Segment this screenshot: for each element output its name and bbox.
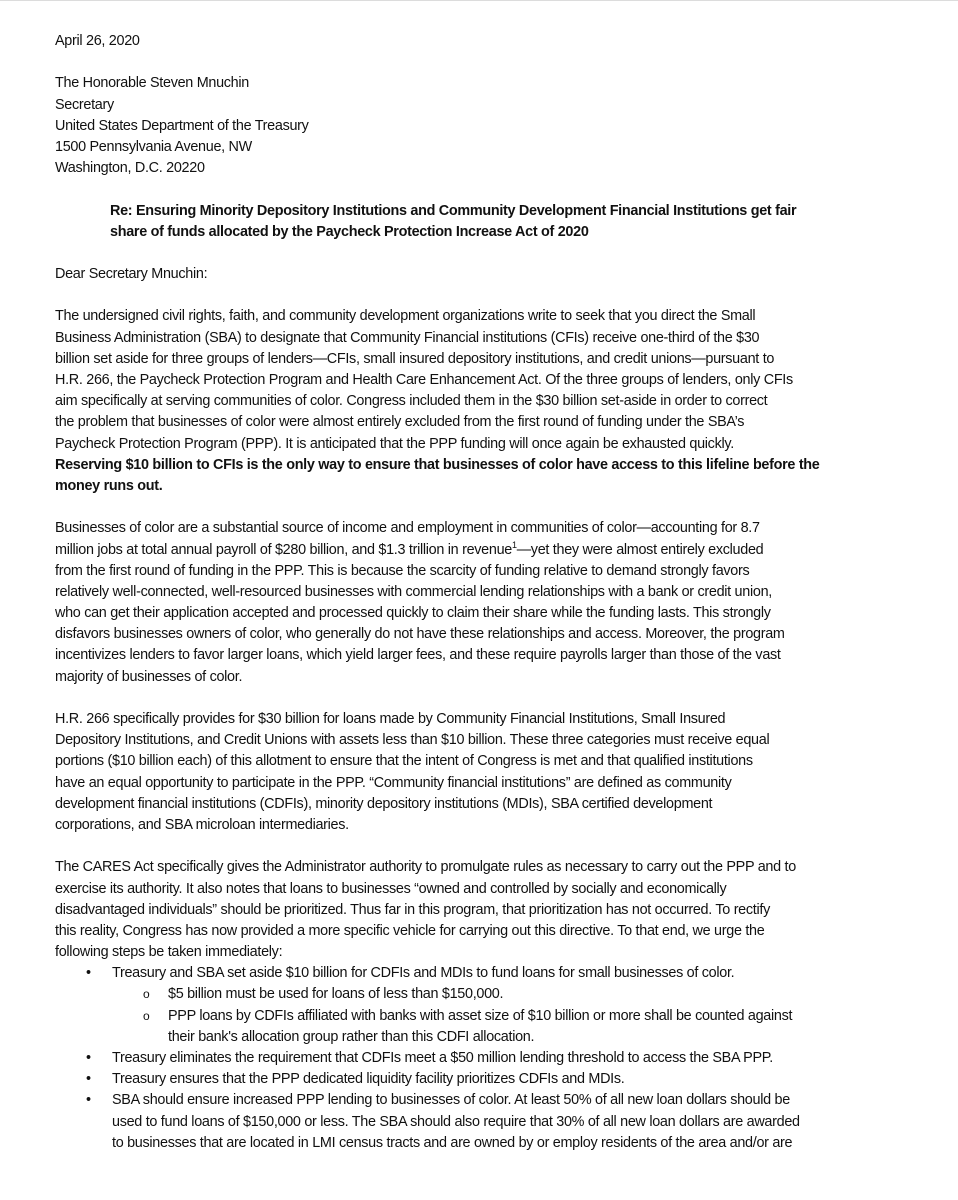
text-line: Secretary	[55, 96, 114, 113]
text-line: billion set aside for three groups of lenders—CFIs, small insured depository institutions, and credit unions—pursuant to	[55, 350, 775, 367]
sub-bullet-item	[55, 984, 935, 1005]
paragraph-4	[55, 857, 935, 963]
paragraph-3	[55, 709, 935, 836]
bullet-text: SBA should ensure increased PPP lending to businesses of color. At least 50% of all new loan dollars should be	[112, 1092, 790, 1109]
recipient-address-block	[55, 73, 935, 179]
bullet-item	[55, 1069, 935, 1090]
bullet-icon: •	[86, 1092, 91, 1109]
recommendations-list	[55, 963, 935, 1154]
subject-line-block	[55, 201, 935, 243]
text-line: disfavors businesses owners of color, who generally do not have these relationships and access. Moreover, the program	[55, 626, 785, 643]
circle-bullet-icon: o	[143, 987, 150, 1002]
text-line: 1500 Pennsylvania Avenue, NW	[55, 138, 252, 155]
text-line: United States Department of the Treasury	[55, 117, 309, 134]
text-line	[55, 1048, 935, 1069]
spacer	[55, 243, 935, 264]
paragraph-1	[55, 306, 935, 497]
footnote-reference[interactable]: 1	[512, 539, 517, 550]
text-line: Reserving $10 billion to CFIs is the only way to ensure that businesses of color have access to this lifeline before the	[55, 456, 820, 473]
text-line: who can get their application accepted and processed quickly to claim their share while the funding lasts. This strongly	[55, 605, 771, 622]
text-line	[55, 1006, 935, 1027]
text-segment: —yet they were almost entirely excluded	[516, 541, 764, 558]
bullet-text: PPP loans by CDFIs affiliated with banks with asset size of $10 billion or more shall be counted against	[168, 1007, 793, 1024]
spacer	[55, 285, 935, 306]
text-line: The CARES Act specifically gives the Administrator authority to promulgate rules as necessary to carry out the PPP and to	[55, 859, 796, 876]
spacer	[55, 52, 935, 73]
spacer	[55, 688, 935, 709]
text-line: relatively well-connected, well-resourced businesses with commercial lending relationships with a bank or credit union,	[55, 583, 772, 600]
bullet-icon: •	[86, 1071, 91, 1088]
circle-bullet-icon: o	[143, 1008, 150, 1023]
bullet-icon: •	[86, 1050, 91, 1066]
letter-body	[55, 31, 935, 1154]
bullet-text: Treasury and SBA set aside $10 billion for CDFIs and MDIs to fund loans for small businesses of color.	[112, 965, 735, 982]
text-line: Business Administration (SBA) to designate that Community Financial institutions (CFIs) receive one-third of the $30	[55, 329, 760, 346]
bullet-icon: •	[86, 965, 91, 982]
text-line	[55, 540, 935, 561]
text-line: Depository Institutions, and Credit Unions with assets less than $10 billion. These three categories must receive equal	[55, 732, 770, 749]
text-line: Re: Ensuring Minority Depository Institutions and Community Development Financial Institutions get fair	[110, 202, 797, 219]
text-line: money runs out.	[55, 477, 163, 494]
salutation: Dear Secretary Mnuchin:	[55, 266, 208, 283]
bullet-text: Treasury eliminates the requirement that CDFIs meet a $50 million lending threshold to access the SBA PPP.	[112, 1050, 773, 1066]
text-line: Businesses of color are a substantial source of income and employment in communities of color—accounting for 8.7	[55, 520, 760, 537]
text-line: disadvantaged individuals” should be prioritized. Thus far in this program, that prioritization has not occurred. To rectify	[55, 901, 770, 918]
spacer	[55, 497, 935, 518]
spacer	[55, 836, 935, 857]
bullet-item	[55, 1048, 935, 1069]
text-line	[55, 1027, 935, 1048]
text-line: The undersigned civil rights, faith, and community development organizations write to seek that you direct the Small	[55, 308, 756, 325]
text-line	[55, 984, 935, 1005]
text-line: Paycheck Protection Program (PPP). It is anticipated that the PPP funding will once again be exhausted quickly.	[55, 435, 734, 452]
bullet-text: to businesses that are located in LMI census tracts and are owned by or employ residents of the area and/or are	[112, 1134, 793, 1151]
text-line: from the first round of funding in the PPP. This is because the scarcity of funding relative to demand strongly favors	[55, 562, 750, 579]
sub-bullet-item	[55, 1006, 935, 1048]
paragraph-2	[55, 518, 935, 688]
text-segment: million jobs at total annual payroll of $280 billion, and $1.3 trillion in revenue	[55, 541, 512, 558]
text-line: incentivizes lenders to favor larger loans, which yield larger fees, and these require payrolls larger than those of the vast	[55, 647, 781, 664]
text-line: H.R. 266 specifically provides for $30 billion for loans made by Community Financial Institutions, Small Insured	[55, 711, 726, 727]
text-line: corporations, and SBA microloan intermediaries.	[55, 816, 349, 833]
text-line: Washington, D.C. 20220	[55, 160, 205, 177]
text-line: exercise its authority. It also notes that loans to businesses “owned and controlled by socially and economically	[55, 880, 727, 897]
text-line: The Honorable Steven Mnuchin	[55, 75, 249, 92]
text-line	[55, 1133, 935, 1154]
text-line: the problem that businesses of color were almost entirely excluded from the first round of funding under the SBA’s	[55, 414, 745, 431]
text-line: H.R. 266, the Paycheck Protection Program and Health Care Enhancement Act. Of the three groups of lenders, only CFIs	[55, 372, 793, 388]
text-line: share of funds allocated by the Paycheck Protection Increase Act of 2020	[110, 223, 589, 240]
text-line: majority of businesses of color.	[55, 668, 243, 685]
paragraph-1-emphasis	[55, 455, 935, 497]
text-line	[55, 1090, 935, 1111]
bullet-text: their bank's allocation group rather than this CDFI allocation.	[168, 1028, 535, 1045]
text-line: following steps be taken immediately:	[55, 944, 283, 961]
text-line: have an equal opportunity to participate in the PPP. “Community financial institutions” are defined as community	[55, 774, 732, 791]
text-line: aim specifically at serving communities of color. Congress included them in the $30 billion set-aside in order to correct	[55, 393, 768, 410]
letter-date: April 26, 2020	[55, 33, 140, 49]
bullet-item	[55, 963, 935, 984]
bullet-text: Treasury ensures that the PPP dedicated liquidity facility prioritizes CDFIs and MDIs.	[112, 1071, 625, 1088]
text-line	[55, 963, 935, 984]
bullet-text: used to fund loans of $150,000 or less. The SBA should also require that 30% of all new loan dollars are awarded	[112, 1113, 800, 1130]
text-line: development financial institutions (CDFIs), minority depository institutions (MDIs), SBA certified development	[55, 795, 713, 812]
text-line	[55, 1069, 935, 1090]
text-line	[55, 1112, 935, 1133]
text-line: portions ($10 billion each) of this allotment to ensure that the intent of Congress is met and that qualified institutions	[55, 753, 753, 770]
bullet-item	[55, 1090, 935, 1154]
text-line: this reality, Congress has now provided a more specific vehicle for carrying out this directive. To that end, we urge the	[55, 922, 765, 939]
spacer	[55, 179, 935, 200]
bullet-text: $5 billion must be used for loans of less than $150,000.	[168, 986, 504, 1003]
